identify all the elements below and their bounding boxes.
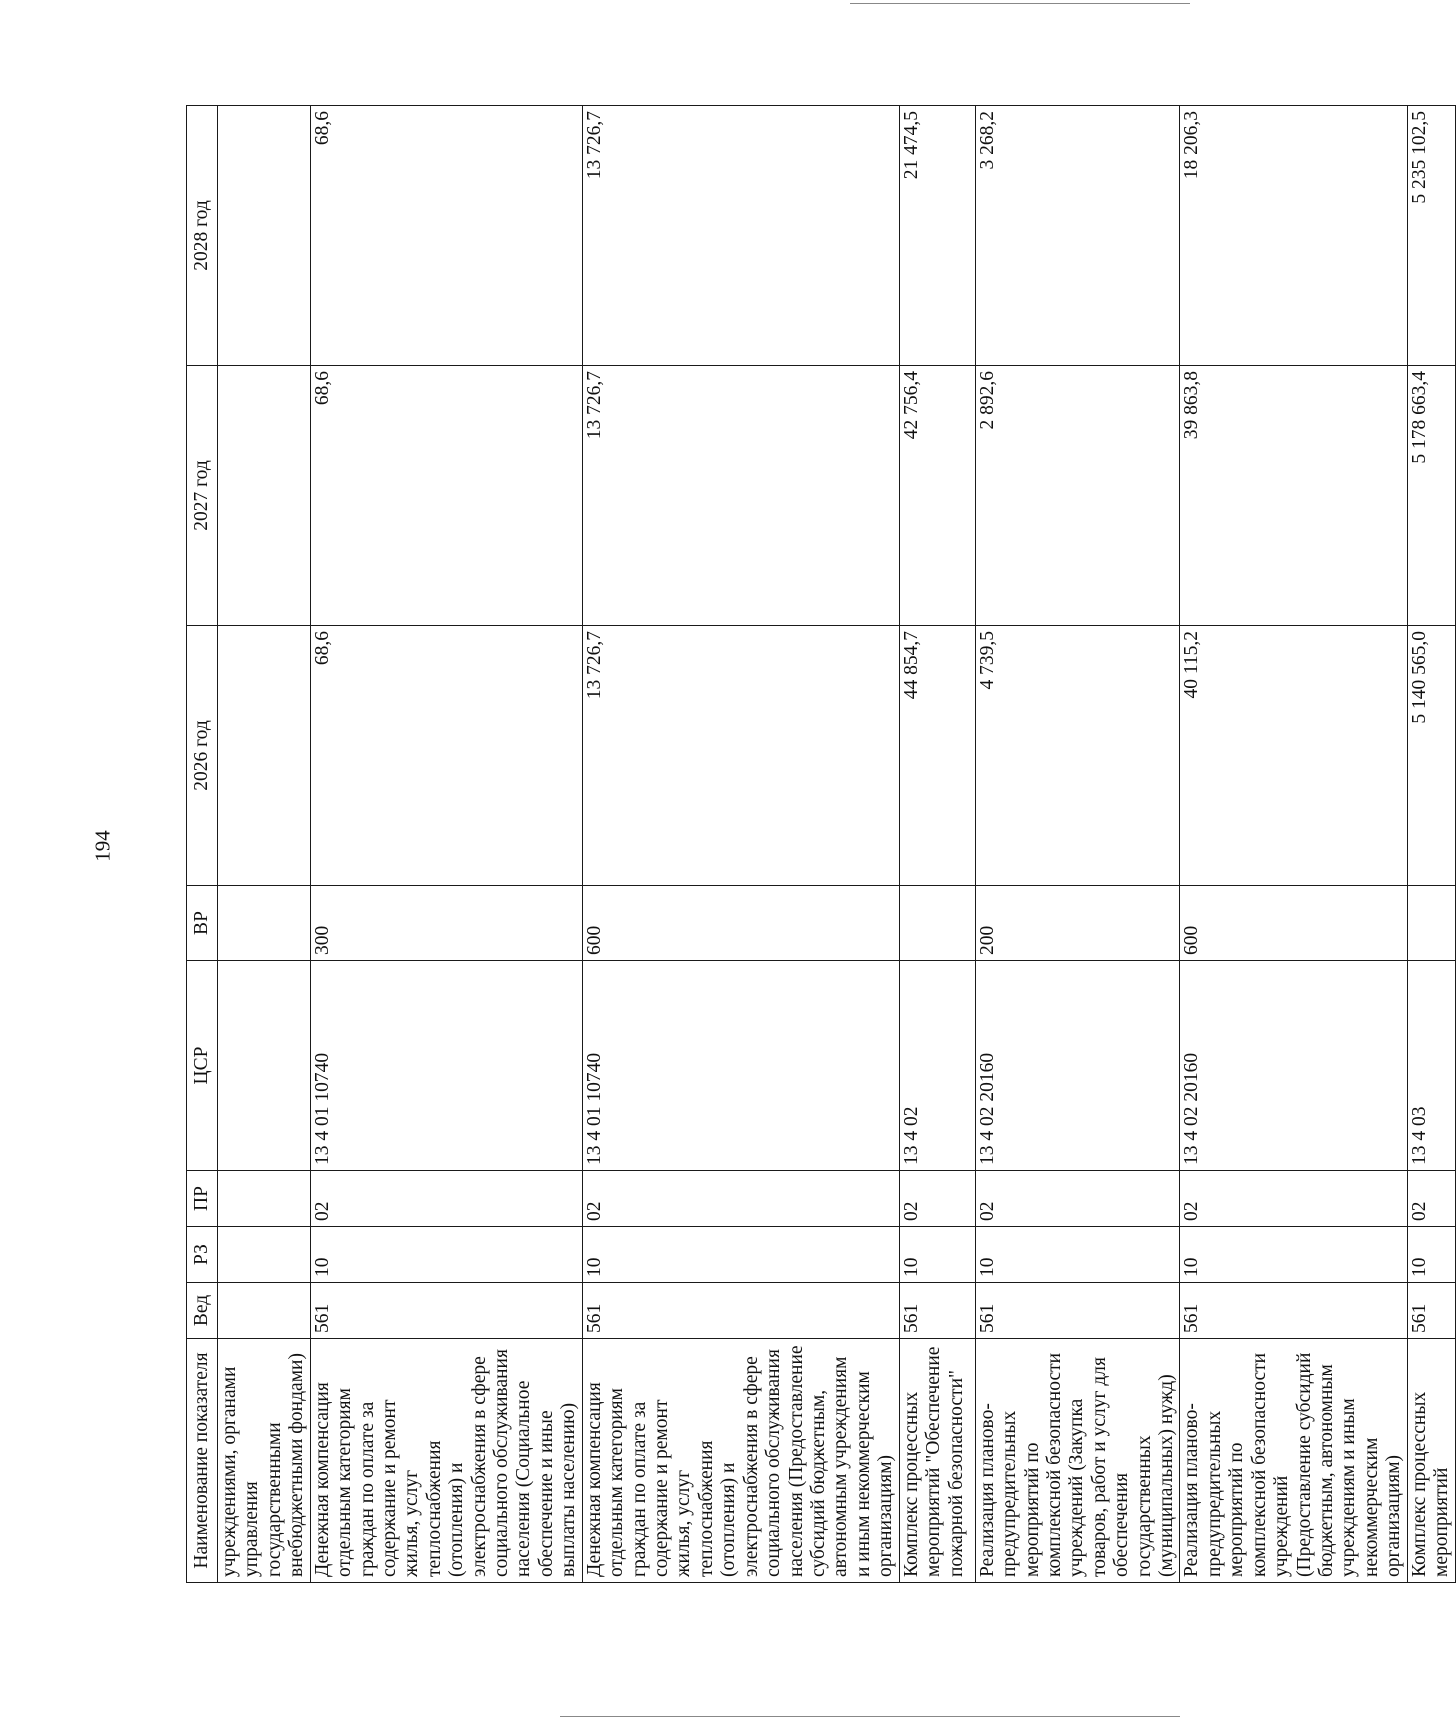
cell-2026	[218, 626, 311, 886]
cell-pr: 02	[1180, 1171, 1407, 1227]
cell-vr: 200	[975, 886, 1180, 961]
cell-rz: 10	[310, 1227, 582, 1283]
cell-vr: 600	[582, 886, 899, 961]
cell-name: Денежная компенсация отдельным категориям граждан по оплате за содержание и ремонт жилья, услуг теплоснабжения (отопления) и электроснабжения в сфере социального обслуживания населения (Предоставление субсидий бюджетным, автономным учреждениям и иным некоммерческим организациям)	[582, 1339, 899, 1583]
cell-rz	[218, 1227, 311, 1283]
header-cell-pr: ПР	[187, 1171, 218, 1227]
cell-name: Реализация планово-предупредительных мероприятий по комплексной безопасности учреждений (Закупка товаров, работ и услуг для обеспечения государственных (муниципальных) нужд)	[975, 1339, 1180, 1583]
cell-name: Денежная компенсация отдельным категориям граждан по оплате за содержание и ремонт жилья, услуг теплоснабжения (отопления) и электроснабжения в сфере социального обслуживания населения (Социальное обеспечение и иные выплаты населению)	[310, 1339, 582, 1583]
scan-artifact-line	[560, 1716, 1180, 1717]
scan-artifact-line	[850, 3, 1190, 4]
cell-2028: 18 206,3	[1180, 106, 1407, 366]
cell-2028: 68,6	[310, 106, 582, 366]
cell-vr	[899, 886, 975, 961]
cell-2026: 5 140 565,0	[1407, 626, 1455, 886]
header-cell-2027: 2027 год	[187, 366, 218, 626]
cell-rz: 10	[1407, 1227, 1455, 1283]
cell-2028	[218, 106, 311, 366]
cell-2028: 3 268,2	[975, 106, 1180, 366]
header-row	[187, 106, 218, 1583]
cell-pr: 02	[310, 1171, 582, 1227]
cell-2028: 5 235 102,5	[1407, 106, 1455, 366]
table-row	[310, 106, 582, 1583]
header-cell-2026: 2026 год	[187, 626, 218, 886]
cell-2028: 13 726,7	[582, 106, 899, 366]
rotated-table-container	[186, 106, 1453, 1583]
cell-csr: 13 4 01 10740	[582, 961, 899, 1171]
table-row	[975, 106, 1180, 1583]
cell-2027: 68,6	[310, 366, 582, 626]
table-row	[582, 106, 899, 1583]
cell-vr	[1407, 886, 1455, 961]
table-row	[218, 106, 311, 1583]
cell-ved: 561	[1180, 1283, 1407, 1339]
cell-csr: 13 4 02 20160	[975, 961, 1180, 1171]
cell-2028: 21 474,5	[899, 106, 975, 366]
cell-2027: 13 726,7	[582, 366, 899, 626]
cell-2026: 44 854,7	[899, 626, 975, 886]
table-row	[1180, 106, 1407, 1583]
cell-csr: 13 4 03	[1407, 961, 1455, 1171]
cell-ved	[218, 1283, 311, 1339]
header-cell-ved: Вед	[187, 1283, 218, 1339]
cell-name: Комплекс процессных мероприятий "Обеспечение пожарной безопасности"	[899, 1339, 975, 1583]
cell-rz: 10	[899, 1227, 975, 1283]
cell-vr: 300	[310, 886, 582, 961]
header-cell-2028: 2028 год	[187, 106, 218, 366]
cell-2026: 40 115,2	[1180, 626, 1407, 886]
cell-csr	[218, 961, 311, 1171]
cell-name: учреждениями, органами управления государственными внебюджетными фондами)	[218, 1339, 311, 1583]
cell-name: Реализация планово-предупредительных мероприятий по комплексной безопасности учреждений (Предоставление субсидий бюджетным, автономным учреждениям и иным некоммерческим организациям)	[1180, 1339, 1407, 1583]
cell-ved: 561	[582, 1283, 899, 1339]
cell-rz: 10	[582, 1227, 899, 1283]
cell-csr: 13 4 02	[899, 961, 975, 1171]
header-cell-csr: ЦСР	[187, 961, 218, 1171]
cell-vr	[218, 886, 311, 961]
cell-2027: 39 863,8	[1180, 366, 1407, 626]
cell-vr: 600	[1180, 886, 1407, 961]
cell-pr: 02	[975, 1171, 1180, 1227]
cell-2026: 68,6	[310, 626, 582, 886]
cell-pr	[218, 1171, 311, 1227]
cell-2027: 42 756,4	[899, 366, 975, 626]
cell-csr: 13 4 01 10740	[310, 961, 582, 1171]
cell-pr: 02	[1407, 1171, 1455, 1227]
cell-ved: 561	[975, 1283, 1180, 1339]
cell-2027: 2 892,6	[975, 366, 1180, 626]
cell-2026: 13 726,7	[582, 626, 899, 886]
table-row	[899, 106, 975, 1583]
table-row	[1407, 106, 1455, 1583]
cell-rz: 10	[975, 1227, 1180, 1283]
cell-name: Комплекс процессных мероприятий	[1407, 1339, 1455, 1583]
cell-ved: 561	[310, 1283, 582, 1339]
page-number: 194	[90, 830, 115, 862]
cell-pr: 02	[582, 1171, 899, 1227]
cell-rz: 10	[1180, 1227, 1407, 1283]
header-cell-vr: ВР	[187, 886, 218, 961]
header-cell-name: Наименование показателя	[187, 1339, 218, 1583]
cell-ved: 561	[1407, 1283, 1455, 1339]
cell-pr: 02	[899, 1171, 975, 1227]
cell-2027: 5 178 663,4	[1407, 366, 1455, 626]
header-cell-rz: РЗ	[187, 1227, 218, 1283]
cell-csr: 13 4 02 20160	[1180, 961, 1407, 1171]
cell-ved: 561	[899, 1283, 975, 1339]
cell-2026: 4 739,5	[975, 626, 1180, 886]
cell-2027	[218, 366, 311, 626]
budget-table	[186, 105, 1456, 1583]
